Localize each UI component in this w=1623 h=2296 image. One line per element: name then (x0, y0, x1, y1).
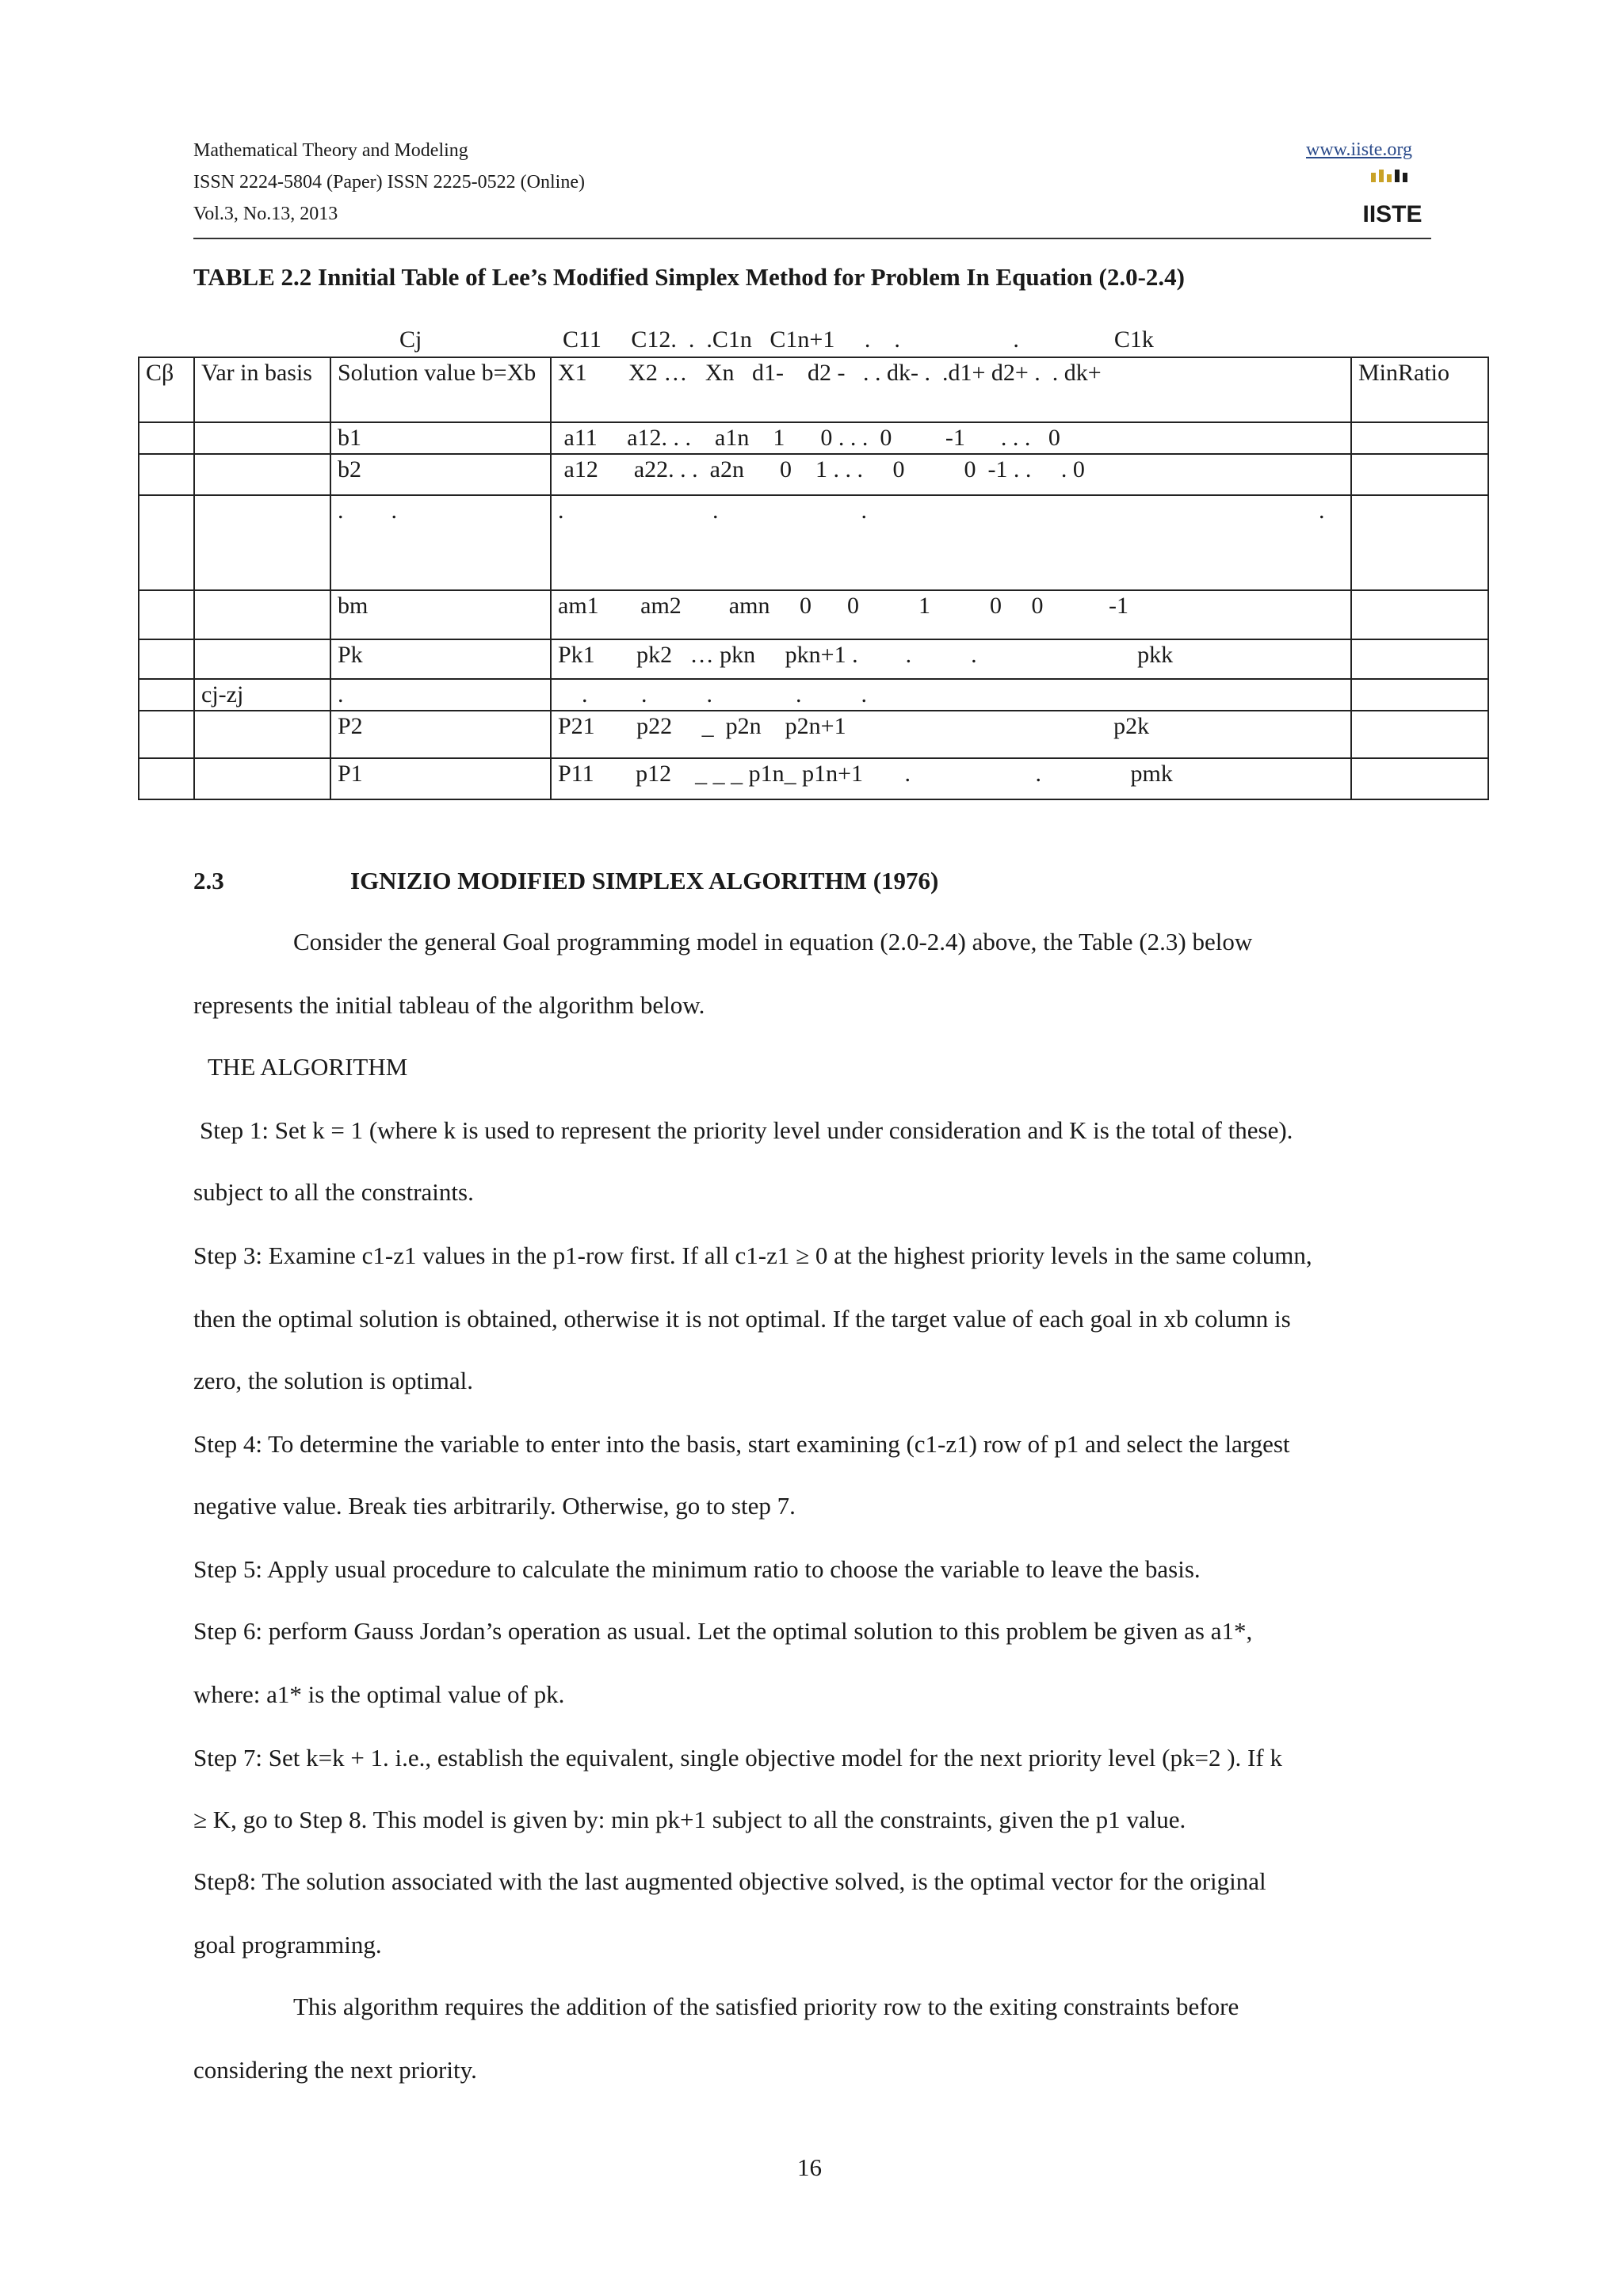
volume-line: Vol.3, No.13, 2013 (193, 204, 338, 224)
journal-title: Mathematical Theory and Modeling (193, 140, 468, 161)
table-row (139, 679, 1488, 711)
journal-site-link[interactable]: www.iiste.org (1306, 139, 1412, 160)
row-coefficients: Pk1 pk2 … pkn pkn+1 . . . pkk (551, 639, 1351, 679)
table-row (139, 454, 1488, 495)
table-row (139, 758, 1488, 799)
step-6-line-2: where: a1* is the optimal value of pk. (193, 1680, 565, 1708)
table-row (139, 711, 1488, 758)
step-3-line-2: then the optimal solution is obtained, otherwise it is not optimal. If the target value of each goal in xb column is (193, 1305, 1291, 1333)
step-5: Step 5: Apply usual procedure to calculate the minimum ratio to choose the variable to leave the basis. (193, 1555, 1201, 1583)
step-1: Step 1: Set k = 1 (where k is used to represent the priority level under consideration and K is the total of these). (200, 1116, 1293, 1144)
table-row (139, 495, 1488, 590)
cj-coefficients-row: C11 C12. . .C1n C1n+1 . . . C1k (563, 326, 1154, 353)
step-4-line-1: Step 4: To determine the variable to enter into the basis, start examining (c1-z1) row of p1 and select the largest (193, 1430, 1290, 1458)
step-6-line-1: Step 6: perform Gauss Jordan’s operation as usual. Let the optimal solution to this problem be given as a1*, (193, 1617, 1253, 1645)
row-sol: b1 (330, 422, 551, 454)
header-var-in-basis: Var in basis (194, 357, 330, 422)
row-sol: . . (330, 495, 551, 590)
header-rule (193, 238, 1431, 239)
step-8-line-2: goal programming. (193, 1931, 382, 1958)
row-coefficients: . . . . (551, 495, 1351, 590)
section-title: IGNIZIO MODIFIED SIMPLEX ALGORITHM (1976) (350, 867, 939, 894)
step-1-continued: subject to all the constraints. (193, 1178, 474, 1206)
iiste-logo-icon (1362, 168, 1423, 228)
step-3-line-3: zero, the solution is optimal. (193, 1367, 474, 1394)
step-8-line-1: Step8: The solution associated with the last augmented objective solved, is the optimal vector for the original (193, 1867, 1266, 1895)
issn-line: ISSN 2224-5804 (Paper) ISSN 2225-0522 (Online) (193, 172, 585, 193)
table-title: TABLE 2.2 Innitial Table of Lee’s Modified Simplex Method for Problem In Equation (2.0-2.4) (193, 263, 1186, 291)
row-coefficients: . . . . . (551, 679, 1351, 711)
intro-line-1: Consider the general Goal programming model in equation (2.0-2.4) above, the Table (2.3) below (293, 928, 1253, 955)
step-4-line-2: negative value. Break ties arbitrarily. Otherwise, go to step 7. (193, 1492, 796, 1520)
header-solution-value: Solution value b=Xb (330, 357, 551, 422)
row-sol: . (330, 679, 551, 711)
closing-line-1: This algorithm requires the addition of the satisfied priority row to the exiting constraints before (293, 1993, 1239, 2020)
row-sol: bm (330, 590, 551, 639)
header-cb: Cβ (139, 357, 194, 422)
lee-simplex-table (138, 357, 1489, 800)
row-sol: Pk (330, 639, 551, 679)
row-sol: P1 (330, 758, 551, 799)
step-3-line-1: Step 3: Examine c1-z1 values in the p1-row first. If all c1-z1 ≥ 0 at the highest priority levels in the same column, (193, 1241, 1312, 1269)
page-number: 16 (797, 2153, 822, 2181)
intro-line-2: represents the initial tableau of the algorithm below. (193, 991, 705, 1019)
row-coefficients: a12 a22. . . a2n 0 1 . . . 0 0 -1 . . . 0 (551, 454, 1351, 495)
row-coefficients: P11 p12 _ _ _ p1n_ p1n+1 . . pmk (551, 758, 1351, 799)
row-var: cj-zj (194, 679, 330, 711)
closing-line-2: considering the next priority. (193, 2056, 477, 2084)
header-min-ratio: MinRatio (1351, 357, 1488, 422)
table-row (139, 590, 1488, 639)
step-7-line-2: ≥ K, go to Step 8. This model is given by: min pk+1 subject to all the constraints, given the p1 value. (193, 1806, 1186, 1833)
section-number: 2.3 (193, 867, 224, 894)
algorithm-heading: THE ALGORITHM (208, 1053, 408, 1081)
table-row (139, 422, 1488, 454)
svg-text:IISTE: IISTE (1362, 201, 1423, 227)
row-coefficients: P21 p22 _ p2n p2n+1 p2k (551, 711, 1351, 758)
step-7-line-1: Step 7: Set k=k + 1. i.e., establish the equivalent, single objective model for the next priority level (pk=2 ). If k (193, 1744, 1282, 1772)
row-coefficients: a11 a12. . . a1n 1 0 . . . 0 -1 . . . 0 (551, 422, 1351, 454)
row-sol: P2 (330, 711, 551, 758)
row-sol: b2 (330, 454, 551, 495)
header-variable-columns: X1 X2 … Xn d1- d2 - . . dk- . .d1+ d2+ . . dk+ (551, 357, 1351, 422)
cj-label: Cj (399, 326, 422, 353)
table-header-row (139, 357, 1488, 422)
table-row (139, 639, 1488, 679)
row-coefficients: am1 am2 amn 0 0 1 0 0 -1 (551, 590, 1351, 639)
